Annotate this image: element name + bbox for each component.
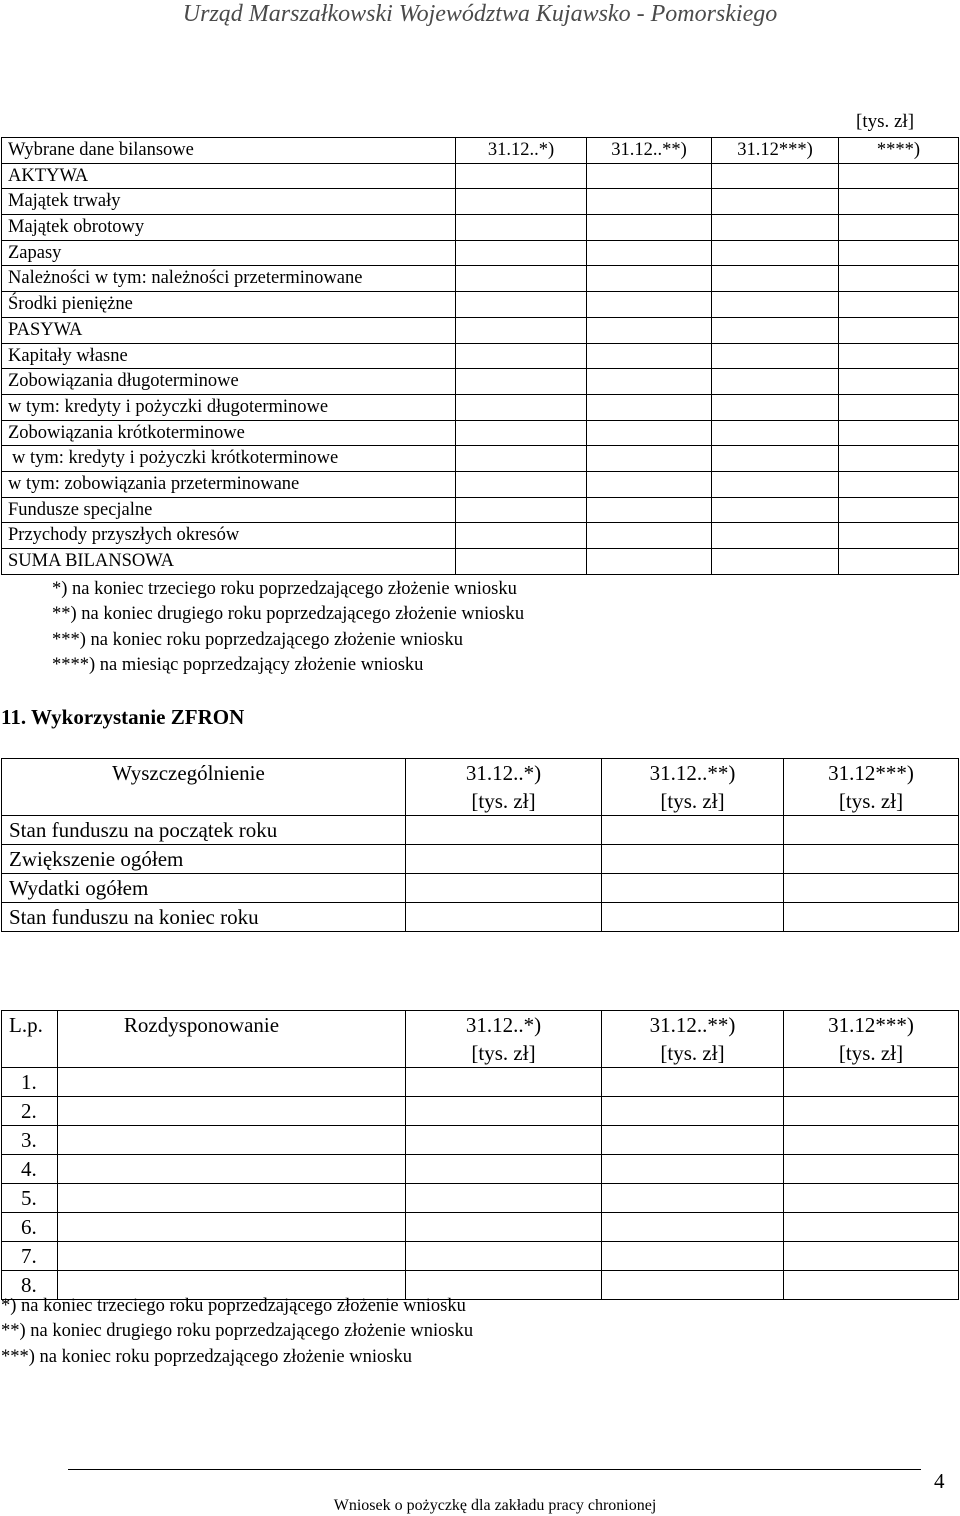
value-cell[interactable] (602, 1097, 784, 1126)
value-cell[interactable] (456, 266, 587, 292)
row-label: Kapitały własne (2, 343, 456, 369)
unit-label: [tys. zł] (471, 789, 536, 813)
row-label: AKTYWA (2, 163, 456, 189)
row-number: 7. (2, 1242, 58, 1271)
table-row (2, 903, 959, 932)
value-cell[interactable] (406, 1242, 602, 1271)
table-row (2, 497, 959, 523)
row-label: PASYWA (2, 317, 456, 343)
value-cell[interactable] (456, 317, 587, 343)
value-cell[interactable] (712, 420, 839, 446)
value-cell[interactable] (839, 343, 959, 369)
table-row (2, 446, 959, 472)
value-cell[interactable] (456, 240, 587, 266)
row-label: w tym: zobowiązania przeterminowane (2, 471, 456, 497)
table-row (2, 1184, 959, 1213)
table-row (2, 369, 959, 395)
value-cell[interactable] (712, 266, 839, 292)
unit-label: [tys. zł] (838, 789, 904, 813)
period-label: 31.12***) (828, 1013, 914, 1037)
value-cell[interactable] (587, 549, 712, 575)
row-label: Majątek trwały (2, 189, 456, 215)
value-cell[interactable] (712, 497, 839, 523)
value-cell[interactable] (587, 446, 712, 472)
value-cell[interactable] (456, 394, 587, 420)
value-cell[interactable] (587, 189, 712, 215)
value-cell[interactable] (406, 1213, 602, 1242)
value-cell[interactable] (602, 874, 784, 903)
header-label: Wybrane dane bilansowe (2, 138, 456, 164)
value-cell[interactable] (456, 215, 587, 241)
value-cell[interactable] (406, 1155, 602, 1184)
value-cell[interactable] (784, 1184, 959, 1213)
value-cell[interactable] (456, 189, 587, 215)
value-cell[interactable] (587, 266, 712, 292)
table-row (2, 549, 959, 575)
value-cell[interactable] (712, 343, 839, 369)
header-row (2, 138, 959, 164)
value-cell[interactable] (712, 163, 839, 189)
value-cell[interactable] (712, 215, 839, 241)
row-number: 4. (2, 1155, 58, 1184)
table-row (2, 874, 959, 903)
page-footer: Wniosek o pożyczkę dla zakładu pracy chronionej (333, 1497, 657, 1514)
table-row (2, 189, 959, 215)
row-label: Przychody przyszłych okresów (2, 523, 456, 549)
table-row (2, 317, 959, 343)
value-cell[interactable] (784, 816, 959, 845)
value-cell[interactable] (839, 292, 959, 318)
header-label: Rozdysponowanie (58, 1011, 406, 1068)
value-cell[interactable] (839, 215, 959, 241)
row-label: Wydatki ogółem (2, 874, 406, 903)
row-label: Stan funduszu na koniec roku (2, 903, 406, 932)
note-3: ***) na koniec roku poprzedzającego złożenie wniosku (1, 1346, 412, 1367)
unit-label: [tys. zł] (660, 789, 725, 813)
period-label: 31.12..*) (465, 1013, 542, 1037)
table-row (2, 471, 959, 497)
value-cell[interactable] (58, 1242, 406, 1271)
period-label: 31.12..**) (649, 1013, 736, 1037)
row-label: Fundusze specjalne (2, 497, 456, 523)
table-row (2, 343, 959, 369)
table-row (2, 292, 959, 318)
page-header: Urząd Marszałkowski Województwa Kujawsko - Pomorskiego (182, 1, 778, 27)
value-cell[interactable] (58, 1184, 406, 1213)
value-cell[interactable] (602, 1155, 784, 1184)
table-row (2, 420, 959, 446)
table-row (2, 1126, 959, 1155)
value-cell[interactable] (602, 903, 784, 932)
value-cell[interactable] (456, 292, 587, 318)
value-cell[interactable] (839, 497, 959, 523)
table-row (2, 240, 959, 266)
value-cell[interactable] (784, 1271, 959, 1300)
value-cell[interactable] (406, 874, 602, 903)
value-cell[interactable] (602, 1213, 784, 1242)
value-cell[interactable] (712, 292, 839, 318)
period-label: 31.12..*) (465, 761, 542, 785)
table-row (2, 1213, 959, 1242)
table-row (2, 1097, 959, 1126)
row-label: Zwiększenie ogółem (2, 845, 406, 874)
value-cell[interactable] (587, 471, 712, 497)
table-row (2, 394, 959, 420)
value-cell[interactable] (784, 1097, 959, 1126)
table-row (2, 816, 959, 845)
value-cell[interactable] (587, 343, 712, 369)
value-cell[interactable] (839, 549, 959, 575)
value-cell[interactable] (602, 1126, 784, 1155)
value-cell[interactable] (587, 240, 712, 266)
value-cell[interactable] (587, 317, 712, 343)
period-label: 31.12..**) (649, 761, 736, 785)
value-cell[interactable] (712, 189, 839, 215)
note-2: **) na koniec drugiego roku poprzedzającego złożenie wniosku (1, 1321, 474, 1342)
value-cell[interactable] (712, 369, 839, 395)
header-period (602, 1011, 784, 1068)
value-cell[interactable] (839, 189, 959, 215)
header-period: 31.12***) (712, 138, 839, 164)
row-number: 1. (2, 1068, 58, 1097)
header-row (2, 1011, 959, 1068)
row-label: SUMA BILANSOWA (2, 549, 456, 575)
table-row (2, 215, 959, 241)
value-cell[interactable] (839, 266, 959, 292)
value-cell[interactable] (456, 497, 587, 523)
header-period: 31.12..**) (587, 138, 712, 164)
footer-divider (68, 1469, 921, 1470)
row-number: 2. (2, 1097, 58, 1126)
value-cell[interactable] (456, 343, 587, 369)
unit-label: [tys. zł] (856, 111, 915, 132)
value-cell[interactable] (839, 240, 959, 266)
row-label: Majątek obrotowy (2, 215, 456, 241)
header-period (784, 759, 959, 816)
value-cell[interactable] (602, 1242, 784, 1271)
period-label: 31.12***) (828, 761, 914, 785)
row-label: Stan funduszu na początek roku (2, 816, 406, 845)
value-cell[interactable] (456, 523, 587, 549)
value-cell[interactable] (784, 903, 959, 932)
unit-label: [tys. zł] (838, 1041, 904, 1065)
value-cell[interactable] (712, 240, 839, 266)
value-cell[interactable] (839, 317, 959, 343)
note-4: ****) na miesiąc poprzedzający złożenie wniosku (52, 655, 424, 676)
row-label: w tym: kredyty i pożyczki krótkoterminowe (2, 446, 456, 472)
value-cell[interactable] (587, 292, 712, 318)
value-cell[interactable] (712, 523, 839, 549)
value-cell[interactable] (406, 903, 602, 932)
row-number: 3. (2, 1126, 58, 1155)
value-cell[interactable] (712, 446, 839, 472)
value-cell[interactable] (456, 446, 587, 472)
value-cell[interactable] (587, 215, 712, 241)
value-cell[interactable] (602, 1068, 784, 1097)
value-cell[interactable] (58, 1126, 406, 1155)
header-label: Wyszczególnienie (2, 759, 406, 816)
value-cell[interactable] (456, 163, 587, 189)
table-row (2, 1068, 959, 1097)
row-label: Zobowiązania długoterminowe (2, 369, 456, 395)
value-cell[interactable] (602, 1184, 784, 1213)
row-label: Zapasy (2, 240, 456, 266)
value-cell[interactable] (456, 471, 587, 497)
value-cell[interactable] (58, 1213, 406, 1242)
value-cell[interactable] (839, 369, 959, 395)
unit-label: [tys. zł] (471, 1041, 536, 1065)
row-number: 6. (2, 1213, 58, 1242)
value-cell[interactable] (58, 1068, 406, 1097)
value-cell[interactable] (587, 523, 712, 549)
table-row (2, 845, 959, 874)
value-cell[interactable] (58, 1097, 406, 1126)
value-cell[interactable] (406, 1097, 602, 1126)
balance-notes (52, 577, 524, 679)
row-label: Zobowiązania krótkoterminowe (2, 420, 456, 446)
value-cell[interactable] (712, 549, 839, 575)
value-cell[interactable] (406, 1184, 602, 1213)
header-period (406, 759, 602, 816)
table-row (2, 163, 959, 189)
value-cell[interactable] (587, 497, 712, 523)
table-row (2, 266, 959, 292)
value-cell[interactable] (784, 845, 959, 874)
zfron-table (1, 758, 959, 932)
table-row (2, 523, 959, 549)
value-cell[interactable] (839, 471, 959, 497)
note-2: **) na koniec drugiego roku poprzedzającego złożenie wniosku (52, 604, 525, 625)
value-cell[interactable] (784, 1126, 959, 1155)
disposal-table (1, 1010, 959, 1300)
value-cell[interactable] (712, 394, 839, 420)
value-cell[interactable] (602, 1271, 784, 1300)
value-cell[interactable] (784, 874, 959, 903)
page-number: 4 (934, 1469, 945, 1493)
header-period (602, 759, 784, 816)
value-cell[interactable] (456, 549, 587, 575)
value-cell[interactable] (456, 369, 587, 395)
header-lp: L.p. (2, 1011, 58, 1068)
note-3: ***) na koniec roku poprzedzającego złożenie wniosku (52, 629, 463, 650)
value-cell[interactable] (784, 1068, 959, 1097)
header-period (784, 1011, 959, 1068)
value-cell[interactable] (406, 1068, 602, 1097)
value-cell[interactable] (839, 446, 959, 472)
value-cell[interactable] (784, 1213, 959, 1242)
disposal-notes (1, 1294, 473, 1370)
unit-label: [tys. zł] (660, 1041, 725, 1065)
row-number: 8. (2, 1271, 58, 1300)
value-cell[interactable] (406, 1126, 602, 1155)
row-label: Należności w tym: należności przeterminowane (2, 266, 456, 292)
value-cell[interactable] (602, 845, 784, 874)
note-1: *) na koniec trzeciego roku poprzedzającego złożenie wniosku (1, 1296, 466, 1316)
header-row (2, 759, 959, 816)
row-label: Środki pieniężne (2, 292, 456, 318)
value-cell[interactable] (839, 523, 959, 549)
balance-table (1, 137, 959, 575)
table-row (2, 1242, 959, 1271)
value-cell[interactable] (587, 369, 712, 395)
value-cell[interactable] (456, 420, 587, 446)
row-label: w tym: kredyty i pożyczki długoterminowe (2, 394, 456, 420)
value-cell[interactable] (712, 471, 839, 497)
value-cell[interactable] (58, 1155, 406, 1184)
value-cell[interactable] (587, 394, 712, 420)
value-cell[interactable] (712, 317, 839, 343)
value-cell[interactable] (839, 394, 959, 420)
value-cell[interactable] (784, 1155, 959, 1184)
header-period (406, 1011, 602, 1068)
table-row (2, 1155, 959, 1184)
value-cell[interactable] (587, 420, 712, 446)
value-cell[interactable] (602, 816, 784, 845)
header-period: ****) (839, 138, 959, 164)
section-title: 11. Wykorzystanie ZFRON (1, 705, 245, 729)
value-cell[interactable] (784, 1242, 959, 1271)
value-cell[interactable] (839, 163, 959, 189)
header-period: 31.12..*) (456, 138, 587, 164)
value-cell[interactable] (406, 845, 602, 874)
value-cell[interactable] (587, 163, 712, 189)
note-1: *) na koniec trzeciego roku poprzedzającego złożenie wniosku (52, 579, 517, 599)
row-number: 5. (2, 1184, 58, 1213)
value-cell[interactable] (406, 816, 602, 845)
value-cell[interactable] (839, 420, 959, 446)
